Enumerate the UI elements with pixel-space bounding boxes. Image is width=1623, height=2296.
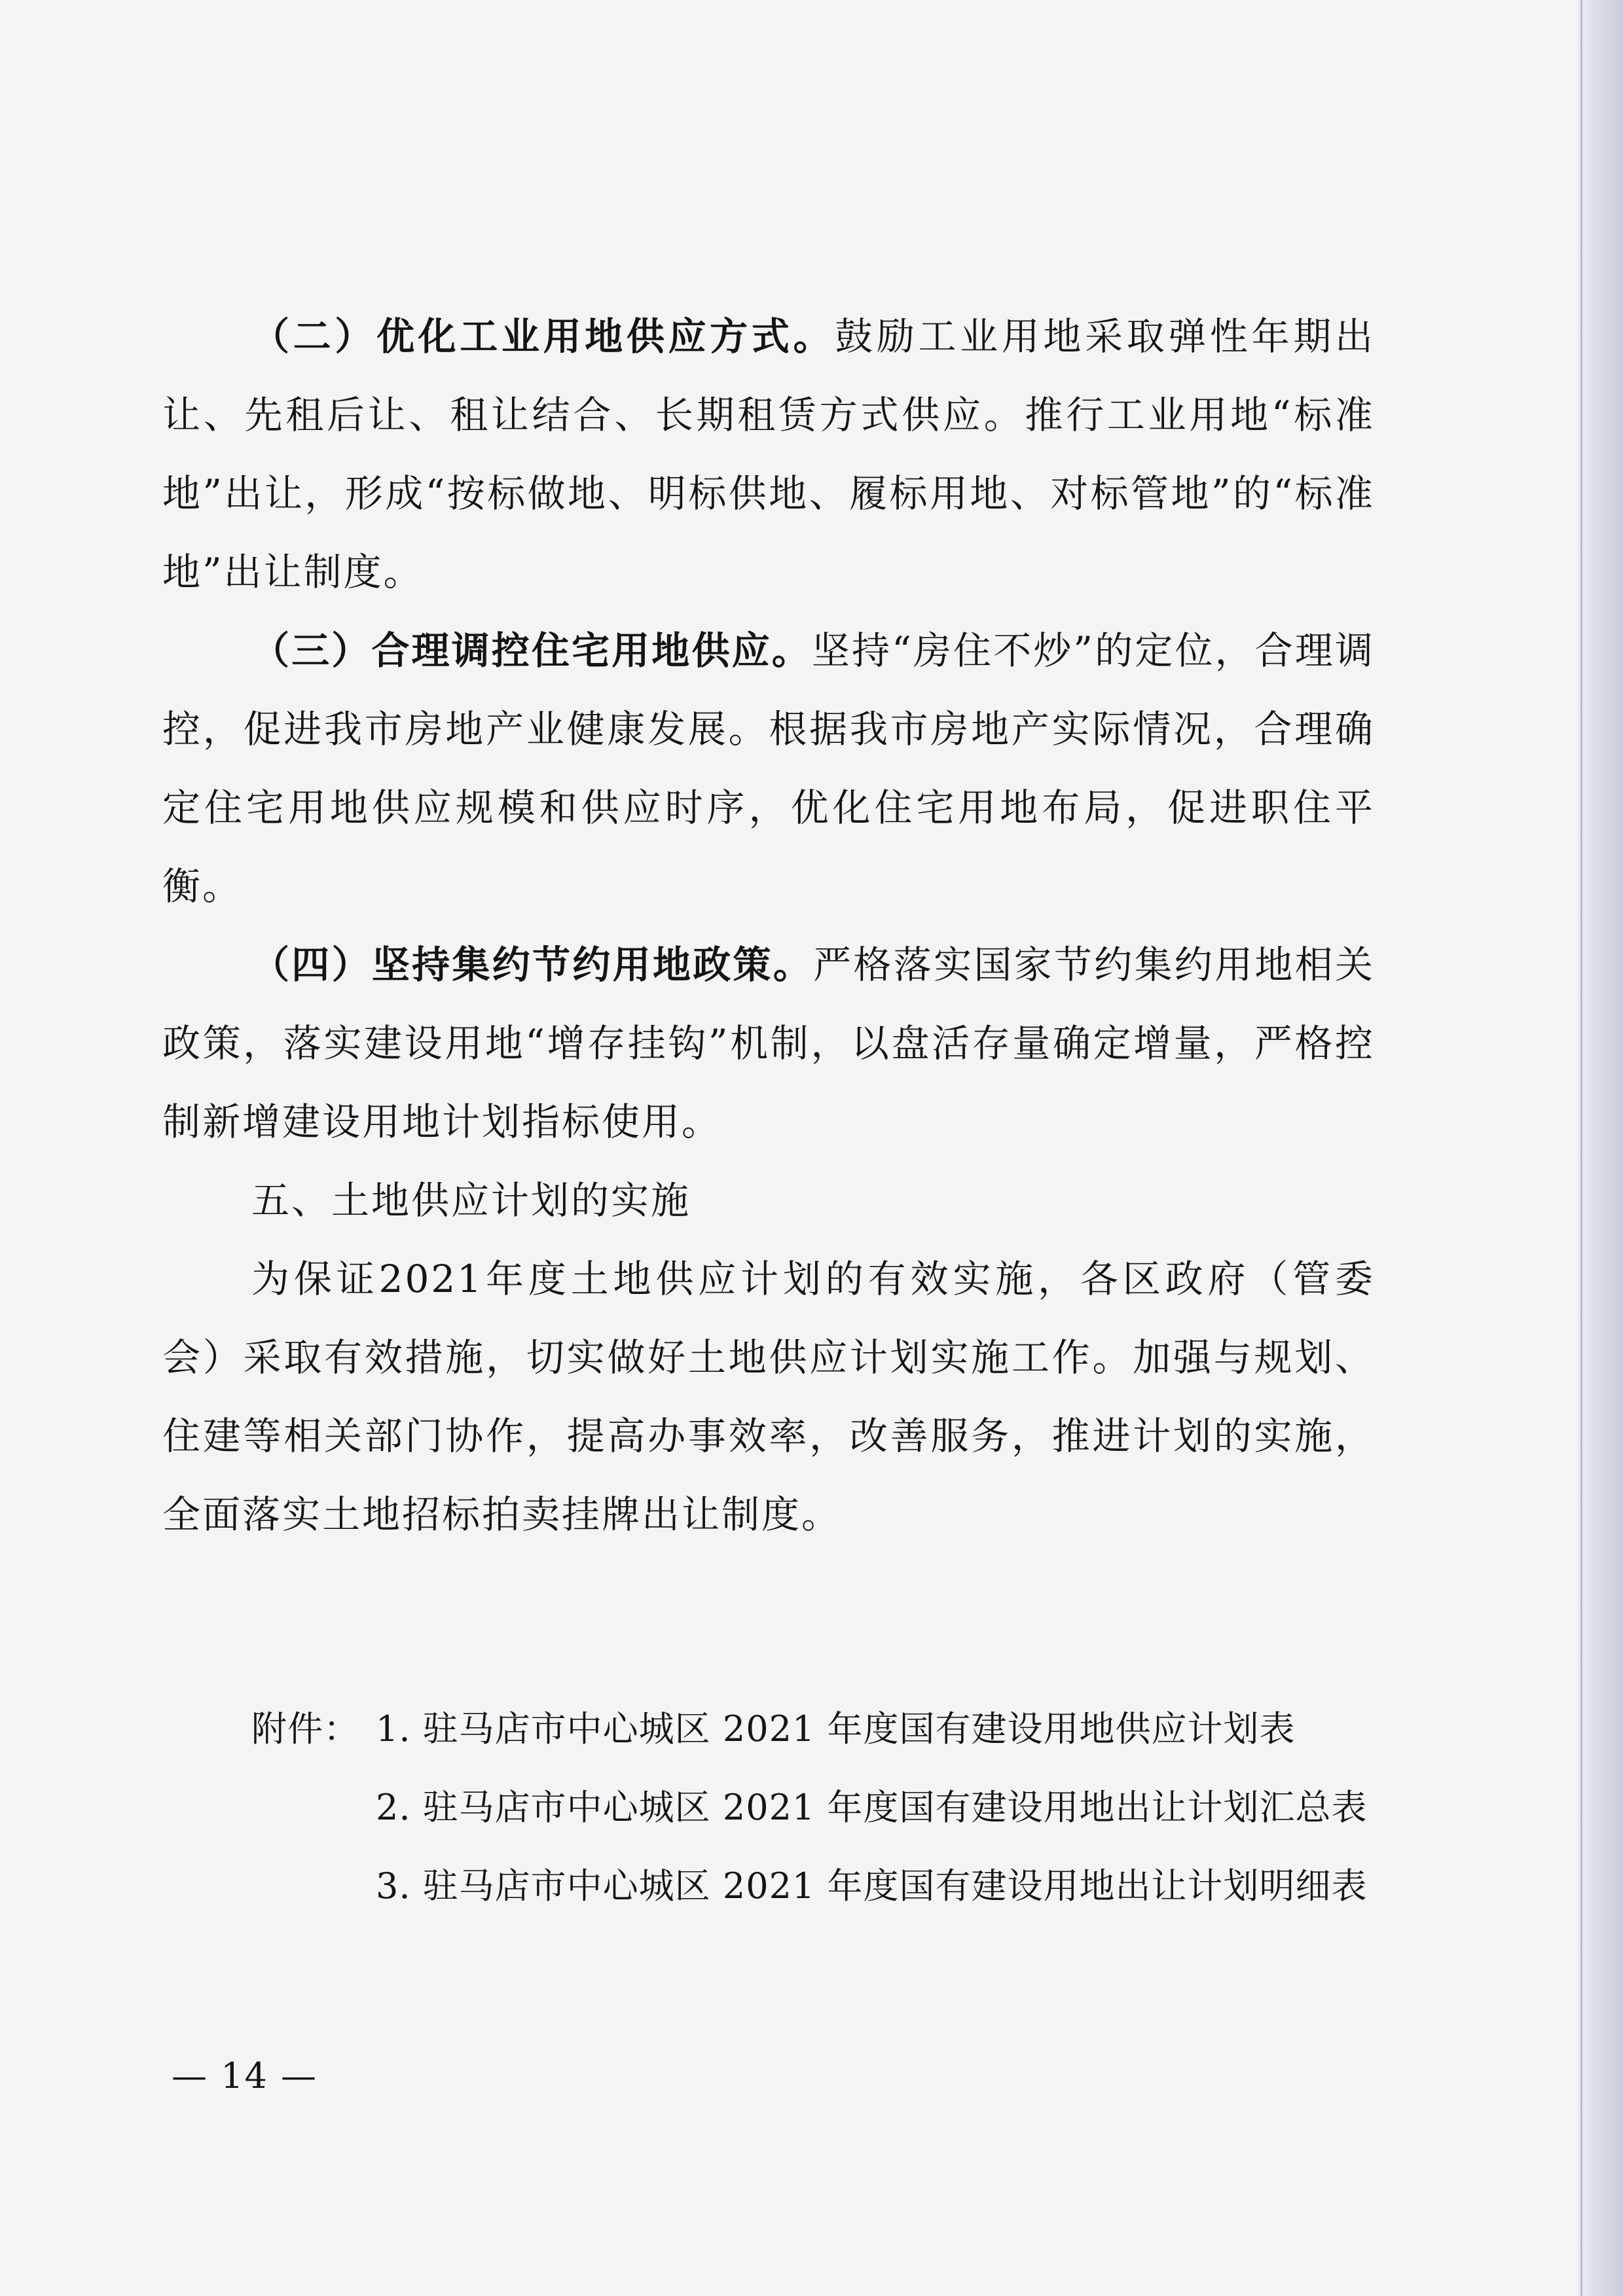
attachments-label: 附件：: [251, 1708, 359, 1749]
paragraph-land-saving-policy: [162, 925, 1375, 1161]
attachments-list: [251, 1690, 1367, 1926]
page-number: — 14 —: [172, 2055, 318, 2096]
paragraph-heading: （四）坚持集约节约用地政策。: [251, 942, 814, 987]
paragraph-body: 严格落实国家节约集约用地相关政策，落实建设用地“增存挂钩”机制，以盘活存量确定增量，严格控制新增建设用地计划指标使用。: [162, 942, 1375, 1144]
paragraph-implementation: 为保证2021年度土地供应计划的有效实施，各区政府（管委会）采取有效措施，切实做好土地供应计划实施工作。加强与规划、住建等相关部门协作，提高办事效率，改善服务，推进计划的实施，全面落实土地招标拍卖挂牌出让制度。: [162, 1257, 1375, 1537]
page-edge: [1577, 0, 1623, 2296]
paragraph-heading: （二）优化工业用地供应方式。: [251, 314, 835, 359]
paragraph-heading: （三）合理调控住宅用地供应。: [251, 628, 812, 673]
attachment-item: 2. 驻马店市中心城区 2021 年度国有建设用地出让计划汇总表: [376, 1787, 1368, 1828]
body-text: [162, 297, 1375, 1554]
paragraph-body: 坚持“房住不炒”的定位，合理调控，促进我市房地产业健康发展。根据我市房地产实际情况，合理确定住宅用地供应规模和供应时序，优化住宅用地布局，促进职住平衡。: [162, 628, 1375, 908]
paragraph-residential-land: [162, 611, 1375, 925]
attachment-item: 1. 驻马店市中心城区 2021 年度国有建设用地供应计划表: [376, 1708, 1296, 1749]
attachment-item: 3. 驻马店市中心城区 2021 年度国有建设用地出让计划明细表: [376, 1865, 1368, 1907]
page-edge-line: [1580, 0, 1582, 2296]
paragraph-body: 鼓励工业用地采取弹性年期出让、先租后让、租让结合、长期租赁方式供应。推行工业用地“标准地”出让，形成“按标做地、明标供地、履标用地、对标管地”的“标准地”出让制度。: [162, 314, 1375, 594]
section-heading: 五、土地供应计划的实施: [251, 1178, 691, 1223]
paragraph-industrial-land: [162, 297, 1375, 611]
